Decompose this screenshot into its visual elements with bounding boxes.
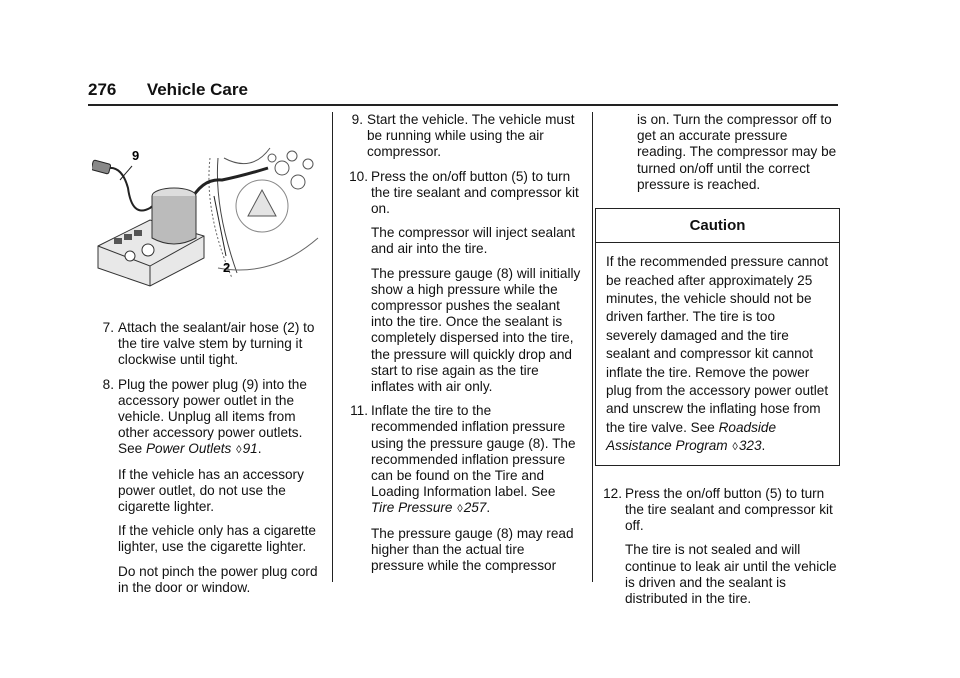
step-note: If the vehicle only has a cigarette lighter, use the cigarette lighter. bbox=[118, 523, 316, 555]
step-note: The pressure gauge (8) may read higher than the actual tire pressure while the compressor bbox=[371, 525, 574, 574]
step-7 bbox=[92, 320, 326, 369]
column-divider bbox=[332, 112, 333, 582]
sealant-compressor-icon bbox=[92, 128, 326, 303]
callout-9: 9 bbox=[132, 148, 140, 163]
step-number: 10. bbox=[349, 168, 368, 184]
column-1 bbox=[92, 112, 326, 604]
xref-diamond-icon: ◊ bbox=[457, 503, 463, 516]
step-text: Start the vehicle. The vehicle must be running while using the air compressor. bbox=[367, 112, 575, 160]
page-number: 276 bbox=[88, 80, 117, 99]
callout-2: 2 bbox=[223, 260, 231, 275]
step-note: is on. Turn the compressor off to get an accurate pressure reading. The compressor may be turned on/off until the correct pressure is reached. bbox=[637, 112, 837, 192]
step-11-continued bbox=[607, 112, 839, 193]
step-number: 11. bbox=[350, 403, 368, 419]
section-title: Vehicle Care bbox=[146, 80, 248, 99]
step-11 bbox=[341, 403, 581, 574]
column-3 bbox=[603, 112, 839, 615]
step-number: 7. bbox=[102, 320, 114, 335]
step-10 bbox=[341, 169, 581, 396]
header-rule bbox=[88, 104, 838, 106]
step-9 bbox=[341, 112, 581, 161]
column-divider bbox=[592, 112, 593, 582]
step-text: Press the on/off button (5) to turn the tire sealant and compressor kit on. bbox=[371, 168, 579, 217]
page-header bbox=[88, 80, 836, 104]
caution-box bbox=[595, 208, 840, 466]
step-note: The pressure gauge (8) will initially show a high pressure while the compressor pushes the sealant into the tire. Once the sealant is completely dispersed into the tire, the pressure will quickly drop and start to rise again as the tire inflates with air only. bbox=[371, 265, 581, 395]
xref-tire-pressure[interactable]: Tire Pressure bbox=[371, 500, 453, 516]
caution-body: If the recommended pressure cannot be reached after approximately 25 minutes, the vehicle should not be driven farther. The tire is too severely damaged and the tire sealant and compressor kit cannot inflate the tire. Remove the power plug from the accessory power outlet and unscrew the inflating hose from the tire valve. See Roadside Assistance Program ◊323. bbox=[606, 254, 829, 454]
xref-diamond-icon: ◊ bbox=[236, 444, 242, 457]
step-12 bbox=[595, 486, 839, 607]
step-text: Press the on/off button (5) to turn the tire sealant and compressor kit off. bbox=[625, 485, 833, 534]
caution-title: Caution bbox=[596, 209, 839, 243]
xref-power-outlets[interactable]: Power Outlets bbox=[145, 441, 232, 457]
step-note: If the vehicle has an accessory power outlet, do not use the cigarette lighter. bbox=[118, 466, 304, 515]
step-note: The tire is not sealed and will continue to leak air until the vehicle is driven and the sealant is distributed in the tire. bbox=[625, 542, 837, 606]
column-2 bbox=[341, 112, 581, 582]
step-text: Inflate the tire to the recommended inflation pressure using the pressure gauge (8). The recommended inflation pressure can be found on the Tire and Loading Information label. See Tire Pressure ◊257. bbox=[371, 403, 576, 516]
step-note: Do not pinch the power plug cord in the door or window. bbox=[118, 563, 318, 595]
xref-page[interactable]: 257 bbox=[463, 500, 487, 516]
step-8 bbox=[92, 377, 326, 596]
step-text: Attach the sealant/air hose (2) to the tire valve stem by turning it clockwise until tight. bbox=[118, 320, 315, 368]
xref-page[interactable]: 323 bbox=[738, 438, 762, 454]
tire-sealant-kit-illustration bbox=[92, 128, 326, 308]
step-number: 8. bbox=[102, 376, 114, 392]
xref-roadside-assistance[interactable]: Roadside Assistance Program bbox=[606, 419, 777, 454]
xref-page[interactable]: 91 bbox=[242, 441, 258, 457]
xref-diamond-icon: ◊ bbox=[732, 441, 738, 454]
step-note: The compressor will inject sealant and air into the tire. bbox=[371, 225, 575, 257]
step-text: Plug the power plug (9) into the accessory power outlet in the vehicle. Unplug all items from other accessory power outlets. See Power Outlets ◊91. bbox=[118, 376, 307, 457]
step-number: 9. bbox=[351, 112, 363, 127]
step-number: 12. bbox=[603, 485, 622, 501]
